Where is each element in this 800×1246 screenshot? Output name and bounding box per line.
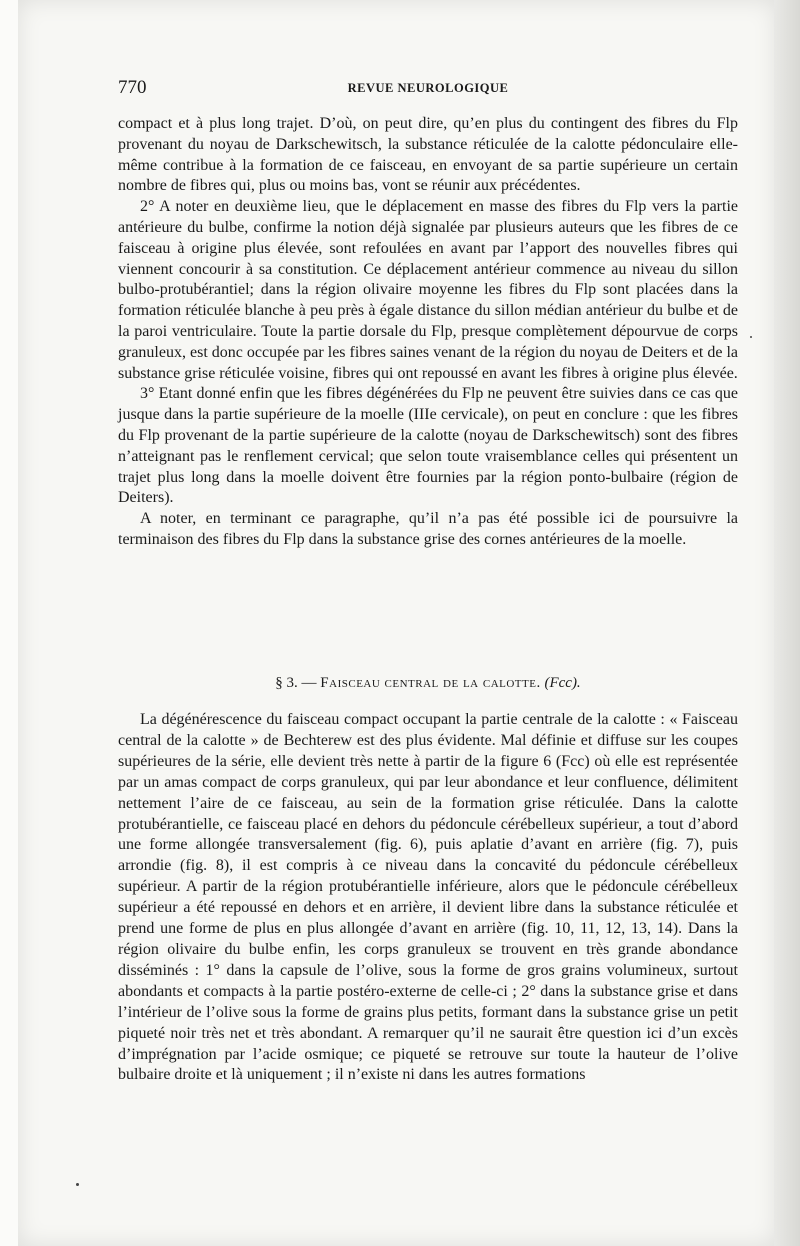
paragraph-point-3: 3° Etant donné enfin que les fibres dégénérées du Flp ne peuvent être suivies dans ce cas que jusque dans la partie supérieure de la moelle (IIIe cervicale), on peut en conclure : que les fibres du Flp provenant de la partie supérieure de la calotte (noyau de Darkschewitsch) sont des fibres n’atteignant pas le renflement cervical; que selon toute vraisemblance celles qui présentent un trajet plus long dans la moelle doivent être fournies par la région ponto-bulbaire (région de Deiters). bbox=[118, 385, 738, 507]
paragraph-point-2: 2° A noter en deuxième lieu, que le déplacement en masse des fibres du Flp vers la partie antérieure du bulbe, confirme la notion déjà signalée par plusieurs auteurs que les fibres de ce faisceau à origine plus élevée, sont refoulées en avant par l’apport des nouvelles fibres qui viennent concourir à sa constitution. Ce déplacement antérieur commence au niveau du sillon bulbo-protubérantiel; dans la région olivaire moyenne les fibres du Flp sont placées dans la formation réticulée blanche à peu près à égale distance du sillon médian antérieur du bulbe et de la paroi ventriculaire. Toute la partie dorsale du Flp, presque complètement dépourvue de corps granuleux, est donc occupée par les fibres saines venant de la région du noyau de Deiters et de la substance grise réticulée voisine, fibres qui ont repoussé en avant les fibres à origine plus élevée. bbox=[118, 198, 738, 382]
section-number: § 3. — bbox=[275, 675, 317, 691]
scan-speck bbox=[750, 336, 752, 338]
section-heading bbox=[118, 675, 738, 692]
running-title: REVUE NEUROLOGIQUE bbox=[347, 81, 509, 95]
paragraph-closing-note: A noter, en terminant ce paragraphe, qu’il n’a pas été possible ici de poursuivre la terminaison des fibres du Flp dans la substance grise des cornes antérieures de la moelle. bbox=[118, 510, 738, 548]
scan-page-edge bbox=[774, 0, 800, 1246]
paragraph-continuation: compact et à plus long trajet. D’où, on peut dire, qu’en plus du contingent des fibres du Flp provenant du noyau de Darkschewitsch, la substance réticulée de la calotte pédonculaire elle-même contribue à la formation de ce faisceau, en envoyant de sa partie supérieure un certain nombre de fibres qui, plus ou moins bas, vont se réunir aux précédentes. bbox=[118, 115, 738, 195]
body-text-top bbox=[118, 114, 738, 551]
section-paragraph: La dégénérescence du faisceau compact occupant la partie centrale de la calotte : « Faisceau central de la calotte » de Bechterew est des plus évidente. Mal définie et diffuse sur les coupes supérieures de la série, elle devient très nette à partir de la figure 6 (Fcc) où elle est représentée par un amas compact de corps granuleux, qui par leur abondance et leur confluence, délimitent nettement l’aire de ce faisceau, au sein de la formation grise réticulée. Dans la calotte protubérantielle, ce faisceau placé en dehors du pédoncule cérébelleux supérieur, a tout d’abord une forme allongée transversalement (fig. 6), puis aplatie d’avant en arrière (fig. 7), puis arrondie (fig. 8), il est compris à ce niveau dans la concavité du pédoncule cérébelleux supérieur. A partir de la région protubérantielle inférieure, alors que le pédoncule cérébelleux supérieur a été repoussé en dehors et en arrière, il devient libre dans la substance réticulée et prend une forme de plus en plus allongée d’avant en arrière (fig. 10, 11, 12, 13, 14). Dans la région olivaire du bulbe enfin, les corps granuleux se trouvent en très grande abondance disséminés : 1° dans la capsule de l’olive, sous la forme de gros grains volumineux, surtout abondants et compacts à la partie postéro-externe de celle-ci ; 2° dans la substance grise et dans l’intérieur de l’olive sous la forme de grains plus petits, formant dans la substance grise un petit piqueté noir très net et très abondant. A remarquer qu’il ne saurait être question ici d’un excès d’imprégnation par l’acide osmique; ce piqueté se retrouve sur toute la hauteur de l’olive bulbaire droite et là uniquement ; il n’existe ni dans les autres formations bbox=[118, 711, 738, 1084]
section-title: Faisceau central de la calotte. bbox=[320, 675, 541, 691]
page-header bbox=[118, 77, 738, 101]
section-abbrev: (Fcc). bbox=[544, 675, 581, 691]
scan-speck bbox=[76, 1183, 79, 1186]
page-number: 770 bbox=[118, 77, 147, 98]
body-text-section bbox=[118, 710, 738, 1086]
